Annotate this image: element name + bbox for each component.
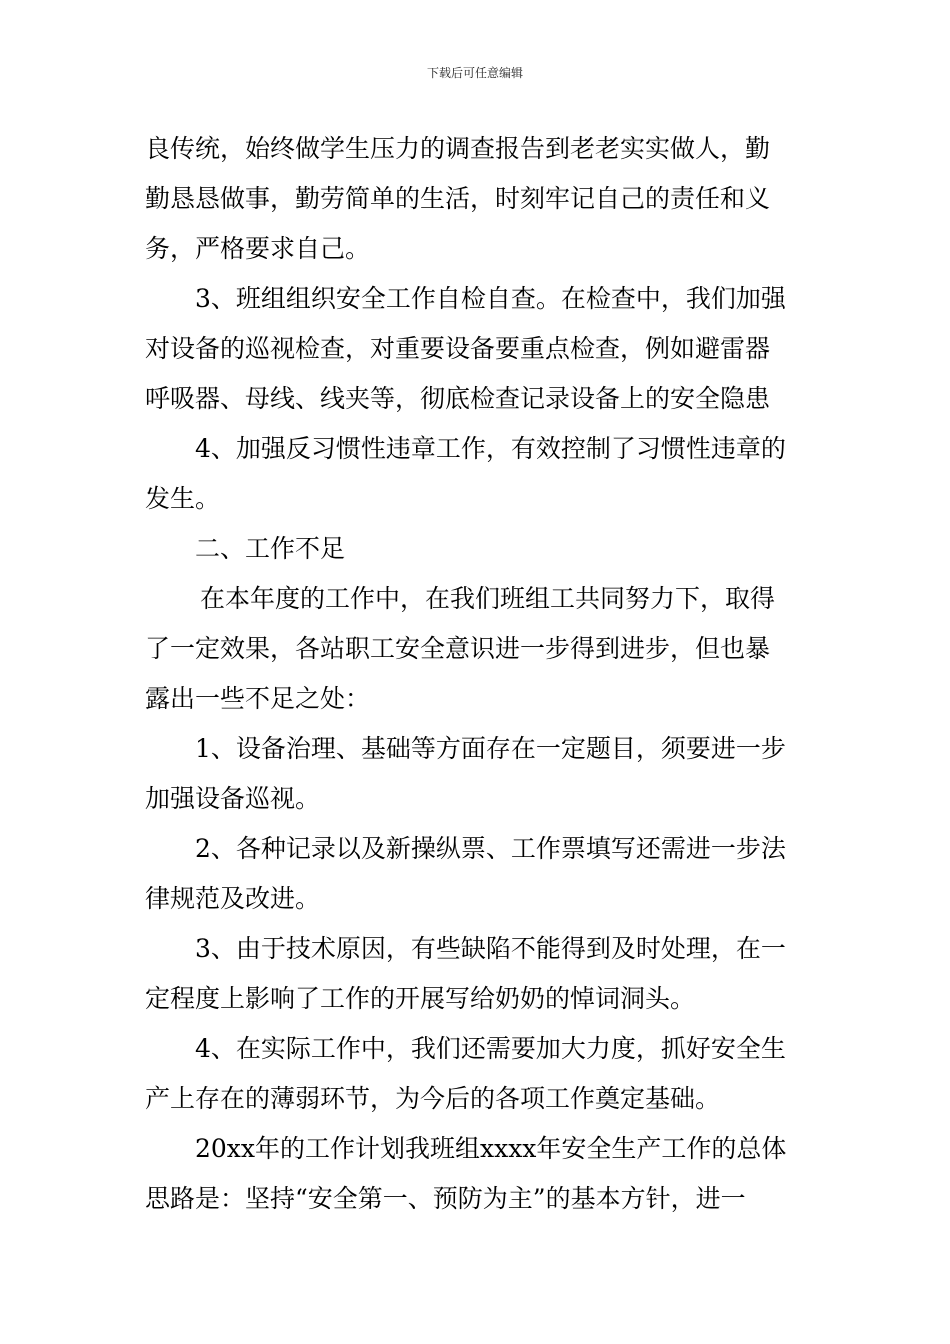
text-line: 产上存在的薄弱环节，为今后的各项工作奠定基础。 xyxy=(145,1084,721,1113)
text-line: 了一定效果，各站职工安全意识进一步得到进步，但也暴 xyxy=(145,634,771,663)
document-body xyxy=(145,124,807,1224)
text-line: 4、加强反习惯性违章工作，有效控制了习惯性违章的 xyxy=(195,434,786,463)
text-line: 二、工作不足 xyxy=(195,534,346,563)
text-line: 露出一些不足之处： xyxy=(145,684,371,713)
text-line: 呼吸器、母线、线夹等，彻底检查记录设备上的安全隐患 xyxy=(145,384,771,413)
text-line: 思路是：坚持“安全第一、预防为主”的基本方针，进一 xyxy=(145,1184,746,1213)
text-line: 对设备的巡视检查，对重要设备要重点检查，例如避雷器 xyxy=(145,334,771,363)
text-line: 律规范及改进。 xyxy=(145,884,321,913)
text-line: 勤恳恳做事，勤劳简单的生活，时刻牢记自己的责任和义 xyxy=(145,184,771,213)
text-line: 定程度上影响了工作的开展写给奶奶的悼词洞头。 xyxy=(145,984,696,1013)
text-line: 2、各种记录以及新操纵票、工作票填写还需进一步法 xyxy=(195,834,786,863)
text-line: 加强设备巡视。 xyxy=(145,784,321,813)
text-line: 3、由于技术原因，有些缺陷不能得到及时处理，在一 xyxy=(195,934,786,963)
page-header: 下载后可任意编辑 xyxy=(426,66,523,80)
text-line: 良传统，始终做学生压力的调查报告到老老实实做人，勤 xyxy=(145,134,771,163)
text-line: 在本年度的工作中，在我们班组工共同努力下，取得 xyxy=(200,584,776,613)
text-line: 1、设备治理、基础等方面存在一定题目，须要进一步 xyxy=(195,734,786,763)
text-line: 发生。 xyxy=(145,484,221,513)
text-line: 3、班组组织安全工作自检自查。在检查中，我们加强 xyxy=(195,284,786,313)
text-line: 务，严格要求自己。 xyxy=(145,234,371,263)
text-line: 20xx年的工作计划我班组xxxx年安全生产工作的总体 xyxy=(195,1134,787,1163)
text-line: 4、在实际工作中，我们还需要加大力度，抓好安全生 xyxy=(195,1034,786,1063)
